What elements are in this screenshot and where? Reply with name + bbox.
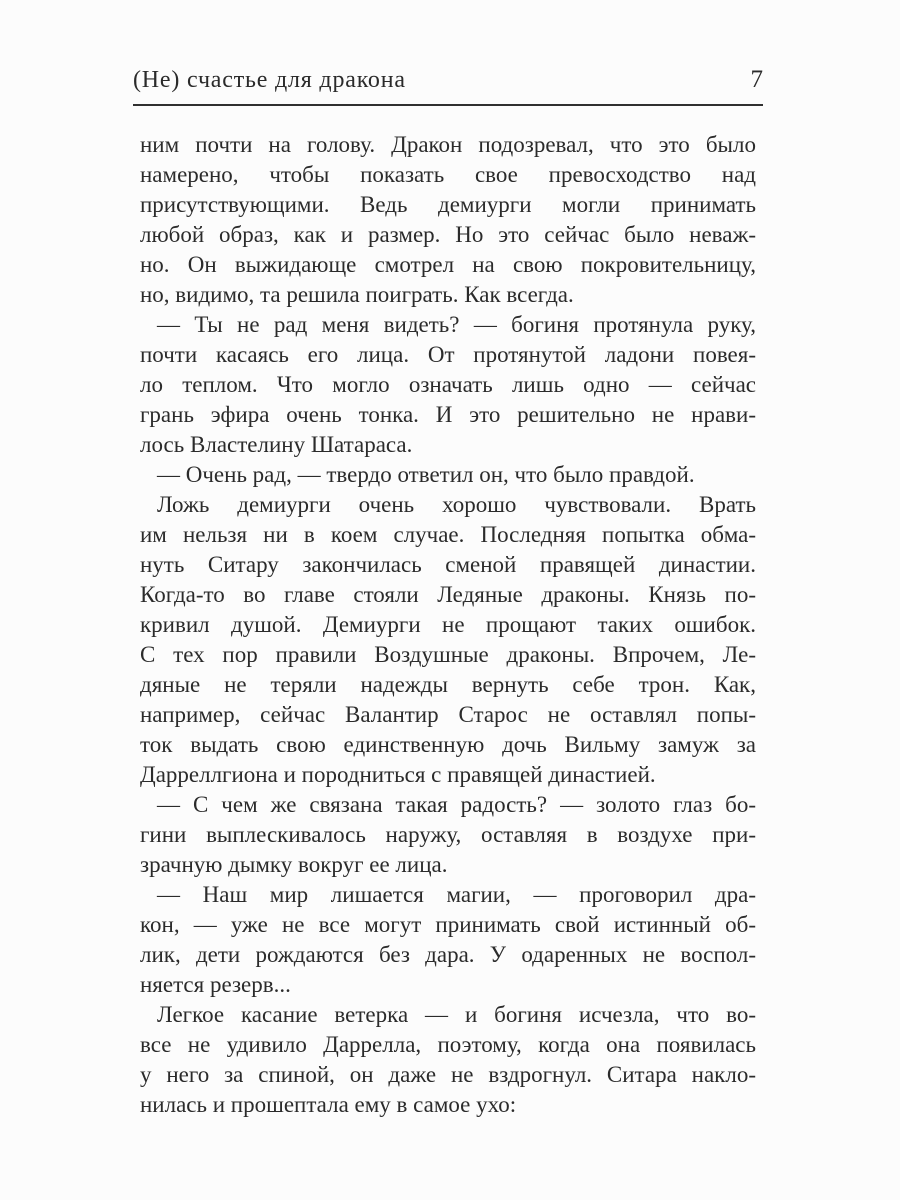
text-line: — Наш мир лишается магии, — проговорил дра- (157, 882, 756, 907)
text-line: дяные не теряли надежды вернуть себе трон. Как, (140, 672, 756, 697)
running-header (133, 66, 763, 94)
text-line: — Ты не рад меня видеть? — богиня протянула руку, (157, 312, 756, 337)
paragraph (140, 1000, 756, 1120)
paragraph (140, 880, 756, 1000)
text-line: Когда-то во главе стояли Ледяные драконы. Князь по- (140, 582, 756, 607)
text-line: Ложь демиурги очень хорошо чувствовали. Врать (157, 492, 756, 517)
paragraph (140, 490, 756, 790)
text-line: лось Властелину Шатараса. (140, 432, 413, 457)
text-line: почти касаясь его лица. От протянутой ладони повея- (140, 342, 756, 367)
header-rule (133, 104, 763, 106)
text-line: любой образ, как и размер. Но это сейчас было неваж- (140, 222, 756, 247)
paragraph (140, 130, 756, 310)
text-line: ло теплом. Что могло означать лишь одно — сейчас (140, 372, 756, 397)
paragraph (140, 310, 756, 460)
text-line: нилась и прошептала ему в самое ухо: (140, 1092, 517, 1117)
text-line: Дарреллгиона и породниться с правящей династией. (140, 762, 656, 787)
text-line: но, видимо, та решила поиграть. Как всегда. (140, 282, 574, 307)
paragraph (140, 790, 756, 880)
text-line: Легкое касание ветерка — и богиня исчезла, что во- (157, 1002, 756, 1027)
text-line: лик, дети рождаются без дара. У одаренных не воспол- (140, 942, 756, 967)
body-text (140, 130, 756, 1120)
text-line: намерено, чтобы показать свое превосходство над (140, 162, 756, 187)
text-line: присутствующими. Ведь демиурги могли принимать (140, 192, 756, 217)
text-line: например, сейчас Валантир Старос не оставлял попы- (140, 702, 756, 727)
text-line: у него за спиной, он даже не вздрогнул. Ситара накло- (140, 1062, 756, 1087)
text-line: — С чем же связана такая радость? — золото глаз бо- (157, 792, 756, 817)
text-line: грань эфира очень тонка. И это решительно не нрави- (140, 402, 756, 427)
text-line: кривил душой. Демиурги не прощают таких ошибок. (140, 612, 756, 637)
text-line: — Очень рад, — твердо ответил он, что было правдой. (157, 462, 695, 487)
text-line: С тех пор правили Воздушные драконы. Впрочем, Ле- (140, 642, 756, 667)
text-line: все не удивило Даррелла, поэтому, когда она появилась (140, 1032, 756, 1057)
text-line: кон, — уже не все могут принимать свой истинный об- (140, 912, 756, 937)
text-line: но. Он выжидающе смотрел на свою покровительницу, (140, 252, 756, 277)
text-line: гини выплескивалось наружу, оставляя в воздухе при- (140, 822, 756, 847)
text-line: нуть Ситару закончилась сменой правящей династии. (140, 552, 756, 577)
text-line: им нельзя ни в коем случае. Последняя попытка обма- (140, 522, 756, 547)
text-line: няется резерв... (140, 972, 291, 997)
text-line: зрачную дымку вокруг ее лица. (140, 852, 448, 877)
page-number: 7 (750, 66, 763, 93)
running-title: (Не) счастье для дракона (133, 67, 406, 93)
text-line: ним почти на голову. Дракон подозревал, что это было (140, 132, 756, 157)
text-line: ток выдать свою единственную дочь Вильму замуж за (140, 732, 756, 757)
paragraph (140, 460, 756, 490)
